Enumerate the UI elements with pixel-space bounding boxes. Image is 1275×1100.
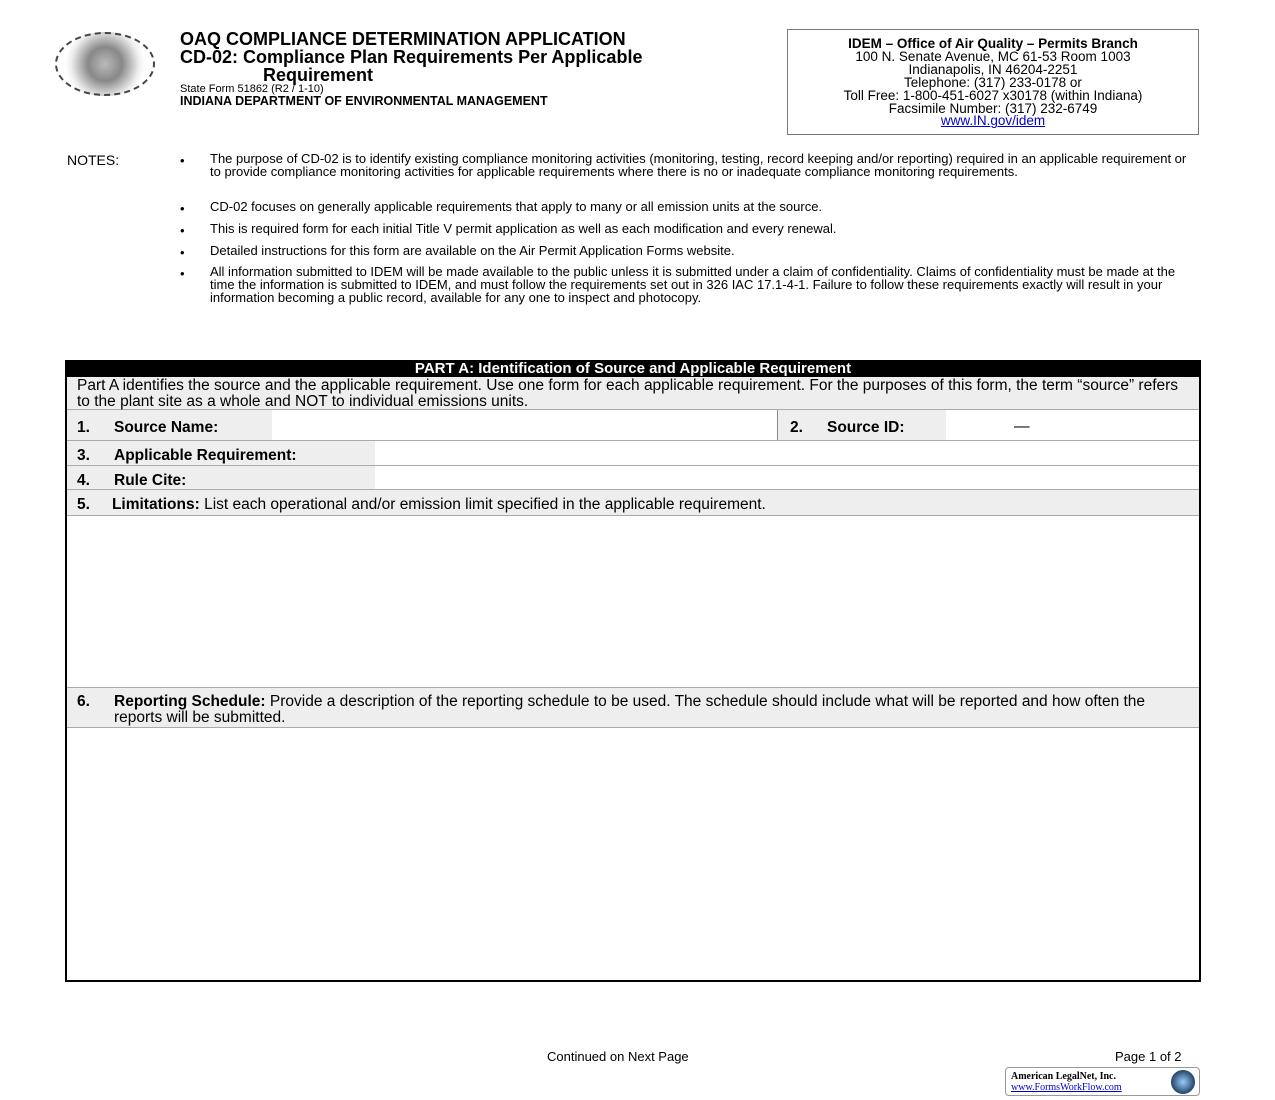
field-number: 5. <box>77 496 90 513</box>
field-number: 1. <box>77 419 90 436</box>
telephone: Telephone: (317) 233-0178 or <box>904 74 1082 90</box>
field-number: 6. <box>77 693 90 710</box>
limitations-label: Limitations: <box>111 496 200 513</box>
vendor-badge <box>1005 1067 1200 1096</box>
source-id-value: — <box>1014 418 1030 435</box>
note-item: All information submitted to IDEM will be made available to the public unless it is submitted under a claim of confidentiality. Claims of confidentiality must be made at the time the information is submitted to IDEM, and must follow the requirements set out in 326 IAC 17.1-4-1. Failure to follow these requirements exactly will result in your information becoming a public record, available for any one to inspect and photocopy. <box>210 264 1176 305</box>
applicable-requirement-input[interactable] <box>375 441 1199 465</box>
bullet-icon: • <box>180 223 185 238</box>
notes-label: NOTES: <box>67 152 120 168</box>
toll-free: Toll Free: 1-800-451-6027 x30178 (within Indiana) <box>843 87 1143 103</box>
vendor-name: American LegalNet, Inc. <box>1011 1071 1116 1082</box>
row-rule-cite <box>67 466 1199 490</box>
note-item: Detailed instructions for this form are available on the Air Permit Application Forms website. <box>210 243 735 258</box>
form-subtitle-cont: Requirement <box>263 65 374 85</box>
rule-cite-label: Rule Cite: <box>114 472 187 489</box>
bullet-icon: • <box>180 245 185 260</box>
divider <box>777 410 778 440</box>
page-number: Page 1 of 2 <box>1115 1049 1182 1064</box>
globe-logo-icon <box>1171 1070 1195 1094</box>
fax: Facsimile Number: (317) 232-6749 <box>888 100 1098 116</box>
bullet-icon: • <box>180 266 185 281</box>
rule-cite-input[interactable] <box>375 466 1199 489</box>
limitations-textarea[interactable] <box>67 516 1199 688</box>
state-seal-logo <box>55 32 155 96</box>
row-limitations <box>67 490 1199 516</box>
part-a-title: PART A: Identification of Source and Applicable Requirement <box>65 360 1201 377</box>
source-name-label: Source Name: <box>114 419 219 436</box>
source-id-input[interactable] <box>946 410 1199 440</box>
note-item: CD-02 focuses on generally applicable requirements that apply to many or all emission units at the source. <box>210 199 823 214</box>
reporting-schedule-label: Reporting Schedule: <box>114 693 266 710</box>
applicable-requirement-label: Applicable Requirement: <box>114 447 297 464</box>
form-subtitle: CD-02: Compliance Plan Requirements Per Applicable <box>180 47 643 67</box>
website-link[interactable]: www.IN.gov/idem <box>940 113 1046 129</box>
city: Indianapolis, IN 46204-2251 <box>908 61 1078 77</box>
office-name: IDEM – Office of Air Quality – Permits Branch <box>848 36 1138 51</box>
reporting-schedule-textarea[interactable] <box>67 728 1199 980</box>
street: 100 N. Senate Avenue, MC 61-53 Room 1003 <box>855 48 1131 64</box>
field-number: 4. <box>77 472 90 489</box>
row-source <box>67 410 1199 441</box>
row-reporting-schedule <box>67 688 1199 728</box>
row-applicable-requirement <box>67 441 1199 466</box>
note-item: This is required form for each initial Title V permit application as well as each modification and every renewal. <box>210 221 837 236</box>
vendor-link[interactable]: www.FormsWorkFlow.com <box>1011 1082 1122 1093</box>
continued-note: Continued on Next Page <box>547 1049 689 1064</box>
form-title: OAQ COMPLIANCE DETERMINATION APPLICATION <box>180 29 626 49</box>
limitations-description: List each operational and/or emission limit specified in the applicable requirement. <box>199 496 766 513</box>
source-id-label: Source ID: <box>827 419 905 436</box>
field-number: 3. <box>77 447 90 464</box>
source-name-input[interactable] <box>272 410 777 440</box>
bullet-icon: • <box>180 201 185 216</box>
reporting-schedule-description: Provide a description of the reporting schedule to be used. The schedule should include what will be reported and how often the reports will be submitted. <box>114 693 1146 726</box>
field-number: 2. <box>790 419 803 436</box>
note-item: The purpose of CD-02 is to identify existing compliance monitoring activities (monitoring, testing, record keeping and/or reporting) required in an applicable requirement or to provide compliance monitoring activities for applicable requirements where there is no or inadequate compliance monitoring requirements. <box>210 151 1187 179</box>
bullet-icon: • <box>180 153 185 168</box>
address-box <box>787 29 1199 135</box>
department-name: INDIANA DEPARTMENT OF ENVIRONMENTAL MANAGEMENT <box>180 94 548 108</box>
part-a-intro: Part A identifies the source and the applicable requirement. Use one form for each applicable requirement. For the purposes of this form, the term “source” refers to the plant site as a whole and NOT to individual emissions units. <box>67 377 1199 410</box>
state-form-number: State Form 51862 (R2 / 1-10) <box>180 83 324 95</box>
